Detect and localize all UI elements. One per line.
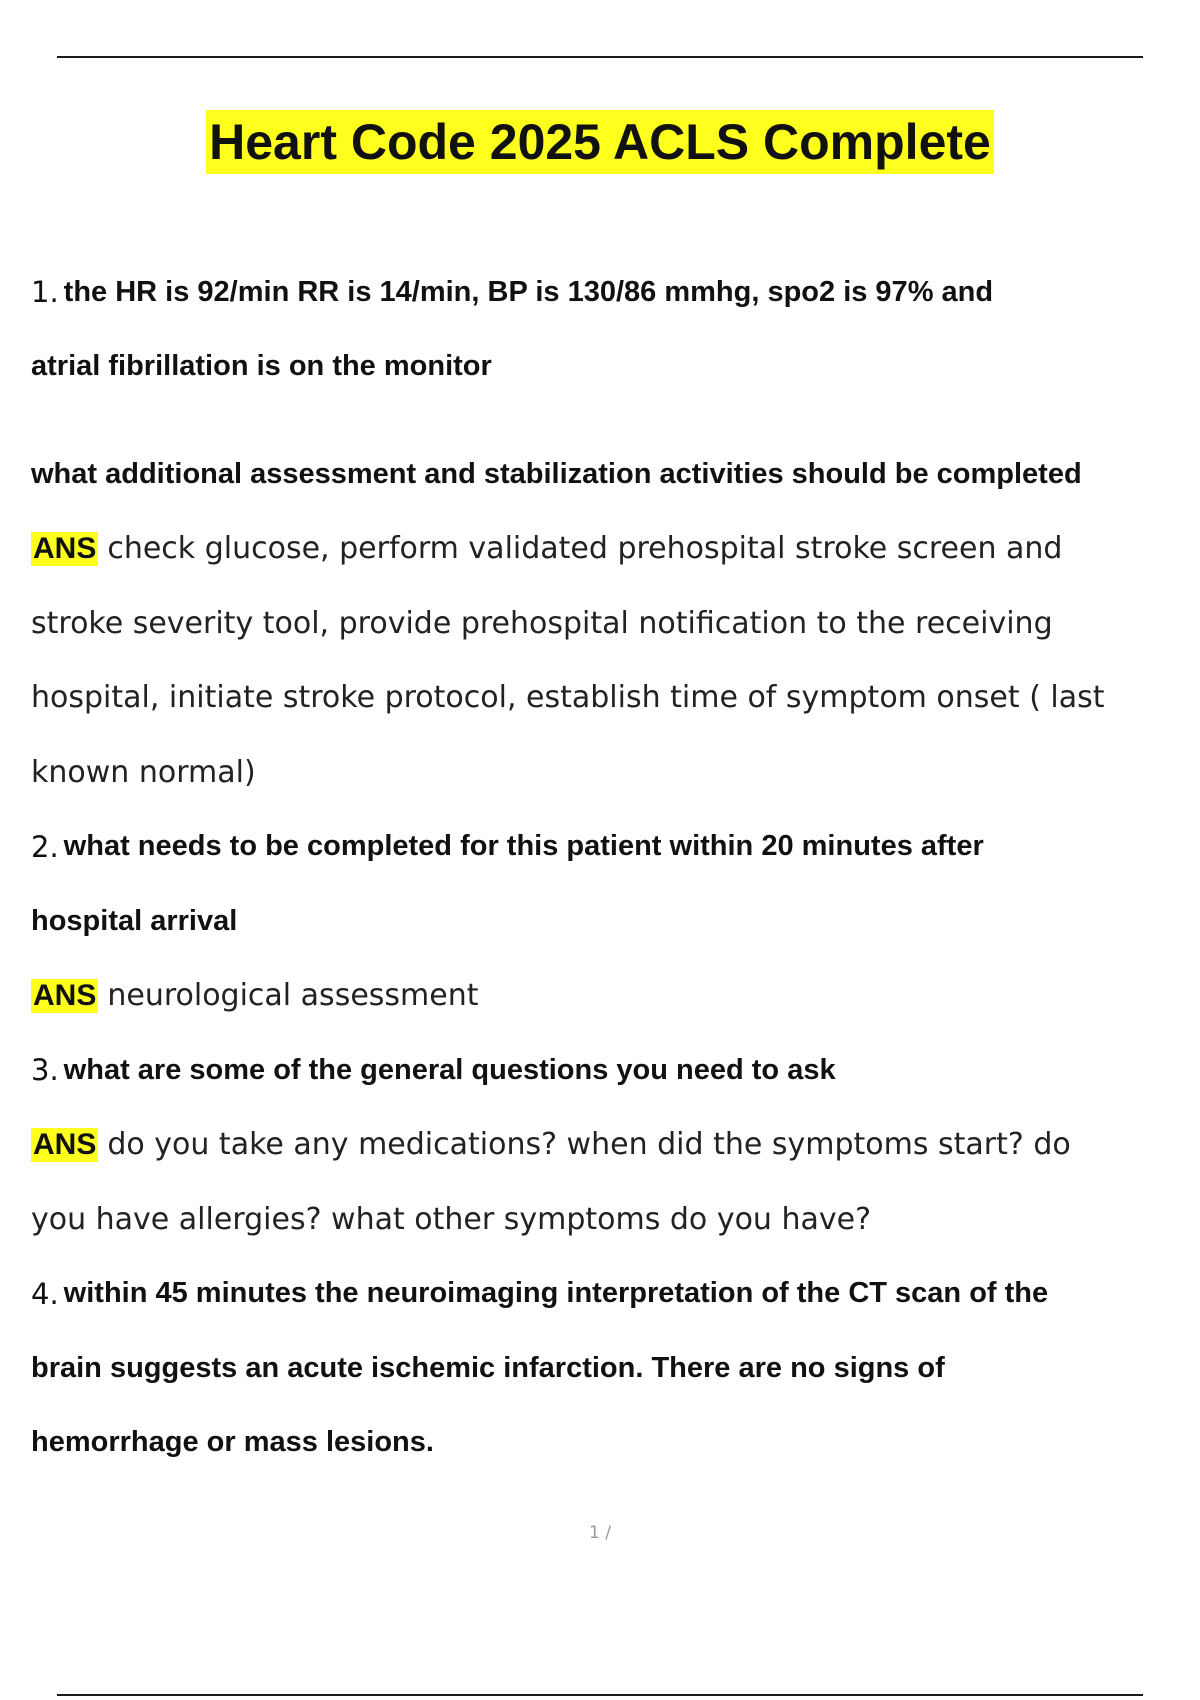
q1-question-text: atrial fibrillation is on the monitor — [31, 350, 492, 383]
q4-number: 4. — [31, 1276, 59, 1311]
q3-answer-text: do you take any medications? when did the symptoms start? do — [107, 1127, 1071, 1163]
q3-answer-line-1 — [31, 1108, 1196, 1183]
answer-label: ANS — [33, 1127, 97, 1161]
q1-answer-text: known normal) — [31, 754, 256, 790]
page-indicator: 1 / — [589, 1523, 611, 1543]
q3-question-text: what are some of the general questions you need to ask — [63, 1053, 836, 1086]
q1-answer-text: stroke severity tool, provide prehospital notification to the receiving — [31, 605, 1053, 641]
top-divider — [57, 56, 1143, 58]
q1-answer-line-1 — [31, 512, 1196, 587]
q4-line-3 — [31, 1406, 1196, 1481]
q4-question-text: brain suggests an acute ischemic infarction. There are no signs of — [31, 1351, 945, 1384]
q4-question-text: within 45 minutes the neuroimaging interpretation of the CT scan of the — [63, 1277, 1049, 1310]
q1-answer-line-3 — [31, 661, 1196, 736]
q1-answer-line-4 — [31, 735, 1196, 810]
q2-question-text: hospital arrival — [31, 904, 238, 937]
q3-answer-line-2 — [31, 1182, 1196, 1257]
q4-line-2 — [31, 1331, 1196, 1406]
answer-label: ANS — [33, 531, 97, 565]
q1-answer-line-2 — [31, 586, 1196, 661]
q4-line-1 — [31, 1257, 1196, 1332]
q2-line-1 — [31, 810, 1196, 885]
q3-line-1 — [31, 1033, 1196, 1108]
q1-followup-text: what additional assessment and stabilization activities should be completed — [31, 457, 1082, 490]
spacer — [31, 404, 1196, 437]
q2-number: 2. — [31, 829, 59, 864]
q3-answer-text: you have allergies? what other symptoms do you have? — [31, 1201, 872, 1237]
q3-number: 3. — [31, 1053, 59, 1088]
q1-line-1 — [31, 255, 1196, 330]
q1-answer-text: hospital, initiate stroke protocol, establish time of symptom onset ( last — [31, 680, 1105, 716]
q1-line-2 — [31, 330, 1196, 405]
q2-answer-line-1 — [31, 959, 1196, 1034]
qa-content — [31, 255, 1196, 1480]
q2-answer-text: neurological assessment — [107, 978, 479, 1014]
title-container — [0, 110, 1200, 174]
bottom-divider — [57, 1694, 1143, 1696]
page-title: Heart Code 2025 ACLS Complete — [206, 110, 994, 174]
q1-question-text: the HR is 92/min RR is 14/min, BP is 130/86 mmhg, spo2 is 97% and — [63, 275, 994, 308]
q1-number: 1. — [31, 275, 59, 310]
q1-answer-text: check glucose, perform validated prehospital stroke screen and — [107, 531, 1063, 567]
answer-label: ANS — [33, 978, 97, 1012]
q4-question-text: hemorrhage or mass lesions. — [31, 1426, 434, 1459]
q2-line-2 — [31, 884, 1196, 959]
q2-question-text: what needs to be completed for this patient within 20 minutes after — [63, 830, 984, 863]
q1-followup — [31, 437, 1196, 512]
